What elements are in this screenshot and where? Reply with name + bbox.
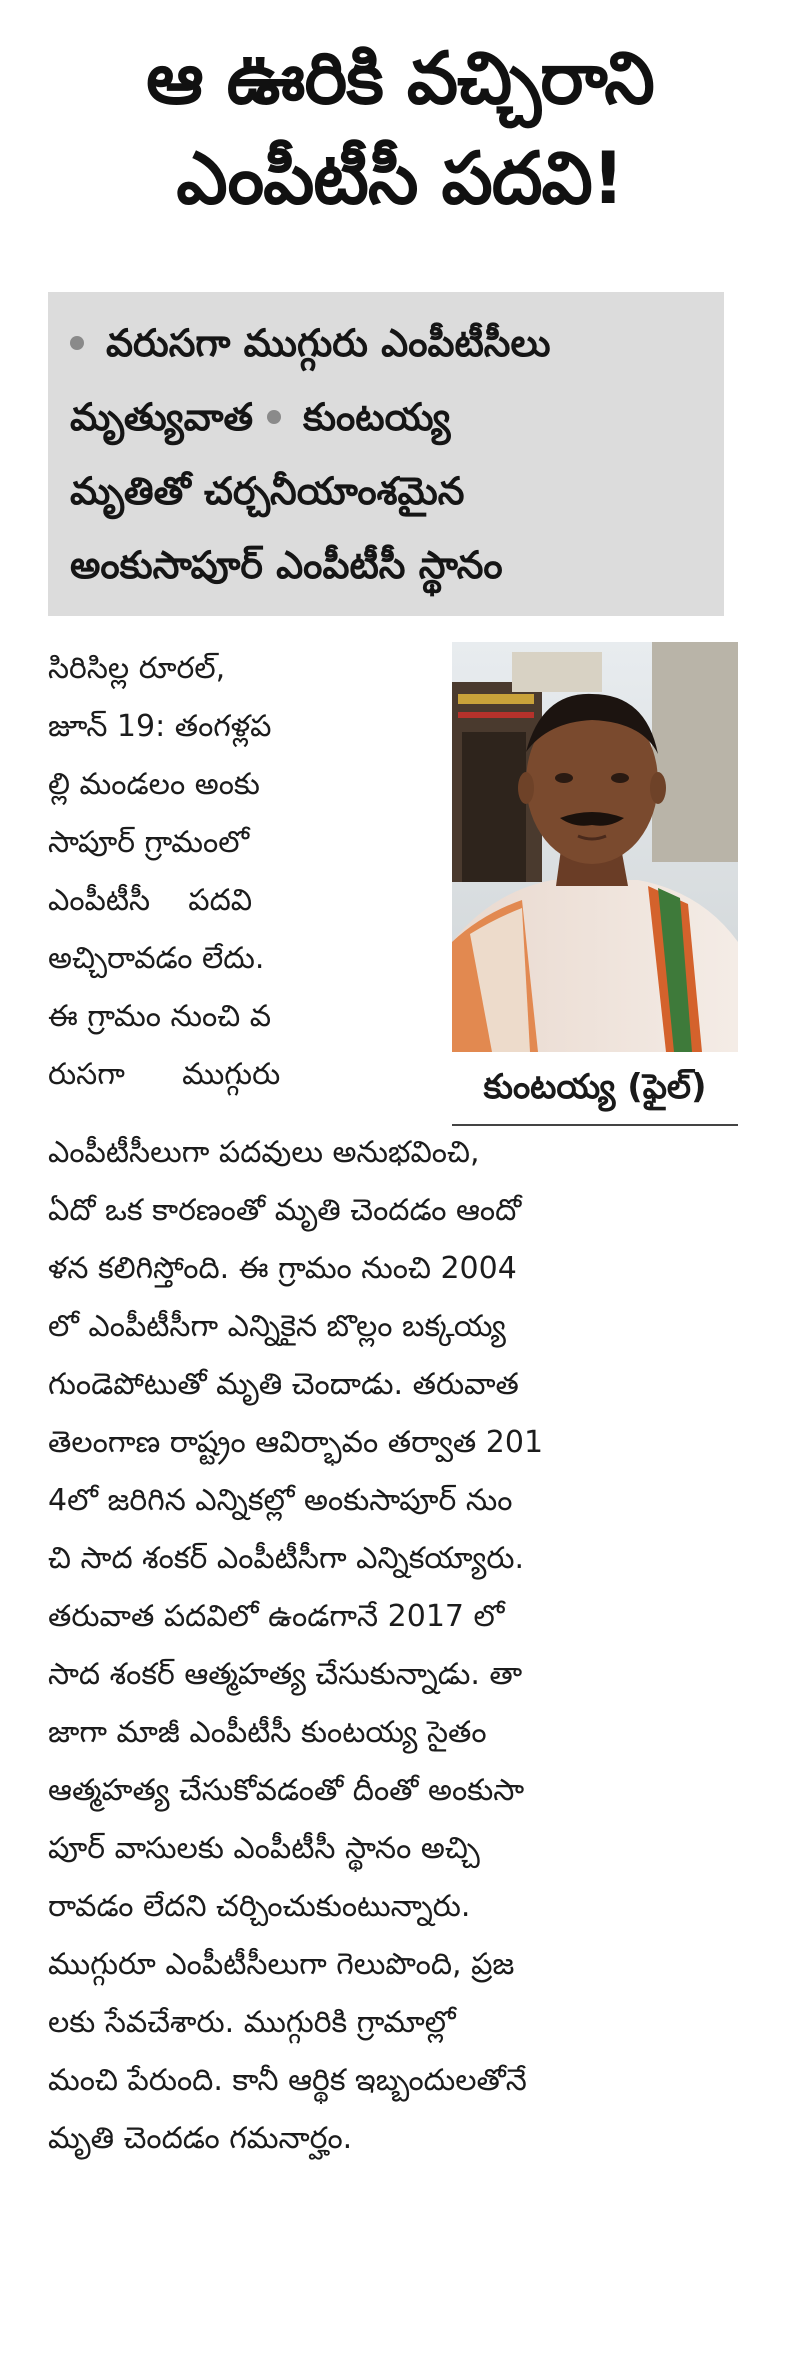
article-line: సాపూర్ గ్రామంలో [48,825,250,860]
article-line: అచ్చిరావడం లేదు. [48,941,265,976]
summary-text-1: వరుసగా ముగ్గురు ఎంపీటీసీలు [106,321,551,365]
summary-line-2 [70,380,706,454]
article-line: లకు సేవచేశారు. ముగ్గురికి గ్రామాల్లో [48,2005,456,2040]
article-line: చి సాద శంకర్ ఎంపీటీసీగా ఎన్నికయ్యారు. [48,1541,525,1576]
article-intro-column [48,640,428,1104]
article-line: గుండెపోటుతో మృతి చెందాడు. తరువాత [48,1367,519,1402]
bullet-dot-icon [70,336,84,350]
summary-line-4: అంకుసాపూర్ ఎంపీటీసీ స్థానం [70,543,503,587]
article-line: మంచి పేరుంది. కానీ ఆర్థిక ఇబ్బందులతోనే [48,2063,527,2098]
summary-box [48,292,724,616]
article-line: ఎంపీటీసీలుగా పదవులు అనుభవించి, [48,1135,480,1170]
headline-line-1: ఆ ఊరికి వచ్చిరాని [146,36,654,120]
portrait-photo [452,642,738,1052]
summary-text-3: కుంటయ్య [303,395,451,439]
article-line: ళన కలిగిస్తోంది. ఈ గ్రామం నుంచి 2004 [48,1251,517,1286]
portrait-image [452,642,738,1052]
article-line: ల్లి మండలం అంకు [48,767,260,802]
article-line: పూర్ వాసులకు ఎంపీటీసీ స్థానం అచ్చి [48,1831,480,1866]
article-line: రావడం లేదని చర్చించుకుంటున్నారు. [48,1889,471,1924]
summary-text-2: మృత్యువాత [70,395,254,439]
article-line: ఆత్మహత్య చేసుకోవడంతో దీంతో అంకుసా [48,1773,525,1808]
article-line: 4లో జరిగిన ఎన్నికల్లో అంకుసాపూర్ నుం [48,1483,513,1518]
photo-caption: కుంటయ్య (ఫైల్) [483,1067,707,1107]
article-line: తరువాత పదవిలో ఉండగానే 2017 లో [48,1599,505,1634]
article-line: సిరిసిల్ల రూరల్, [48,651,226,686]
article-line: ఈ గ్రామం నుంచి వ [48,999,272,1034]
article-line: రుసగా ముగ్గురు [48,1057,281,1092]
article-line: లో ఎంపీటీసీగా ఎన్నికైన బొల్లం బక్కయ్య [48,1309,506,1344]
article-body-column [48,1124,738,2168]
article-line: మృతి చెందడం గమనార్హం. [48,2121,353,2156]
article-line: జూన్ 19: తంగళ్లప [48,709,272,744]
bullet-dot-icon [267,410,281,424]
article-line: ముగ్గురూ ఎంపీటీసీలుగా గెలుపొంది, ప్రజ [48,1947,515,1982]
article-line: సాద శంకర్ ఆత్మహత్య చేసుకున్నాడు. తా [48,1657,523,1692]
summary-line-3: మృతితో చర్చనీయాంశమైన [70,469,465,513]
headline-line-2: ఎంపీటీసీ పదవి! [176,136,624,220]
headline [0,28,800,228]
article-line: జాగా మాజీ ఎంపీటీసీ కుంటయ్య సైతం [48,1715,487,1750]
article-line: ఎంపీటీసీ పదవి [48,883,253,918]
article-line: తెలంగాణ రాష్ట్రం ఆవిర్భావం తర్వాత 201 [48,1425,544,1460]
article-line: ఏదో ఒక కారణంతో మృతి చెందడం ఆందో [48,1193,522,1228]
summary-line-1 [70,306,706,380]
